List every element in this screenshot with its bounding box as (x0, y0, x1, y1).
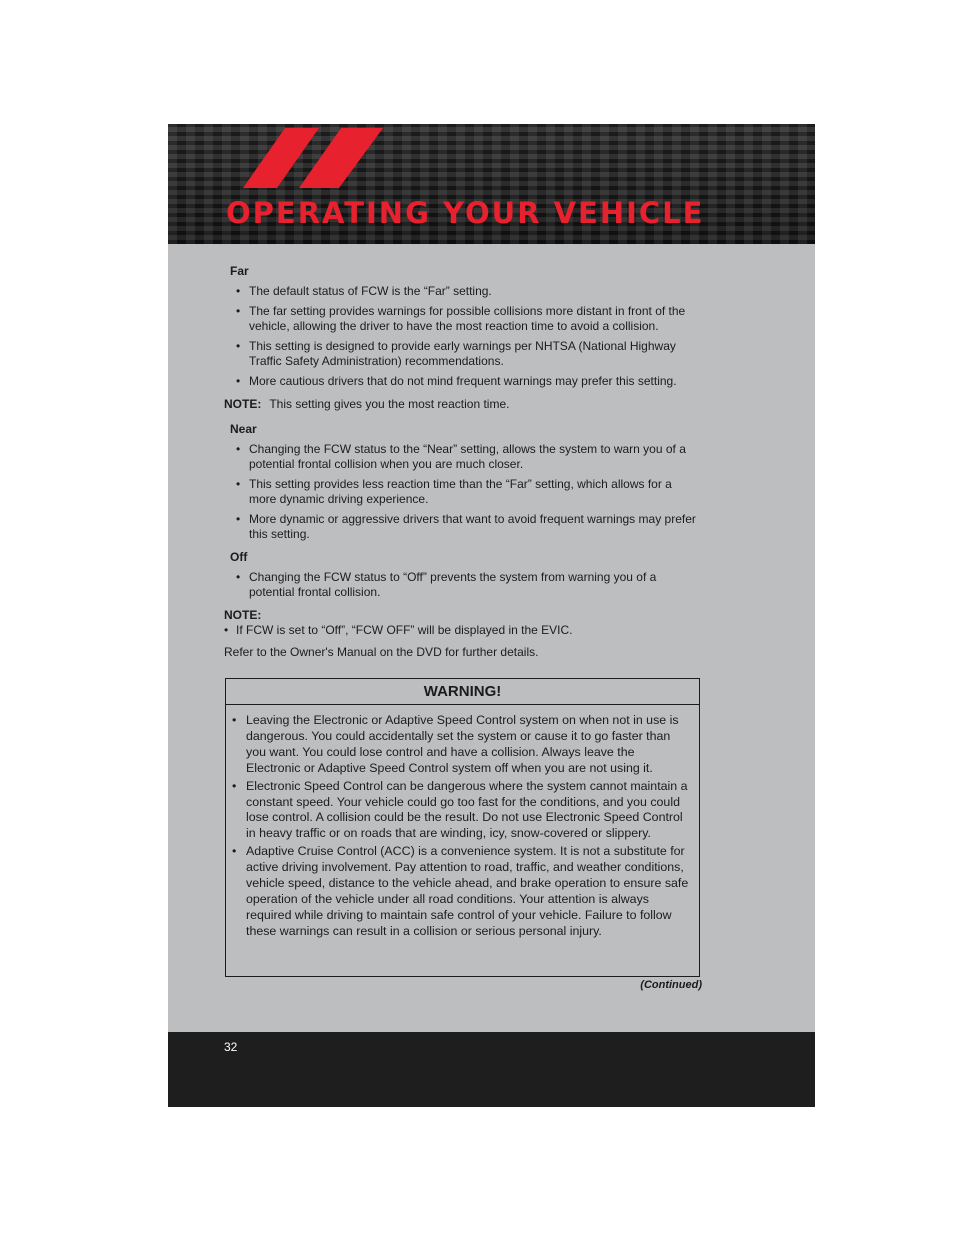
continued-label: (Continued) (640, 979, 702, 991)
off-heading: Off (230, 550, 248, 564)
page-header (168, 124, 815, 244)
far-note (224, 397, 702, 412)
note-label: NOTE: (224, 397, 262, 411)
near-heading: Near (230, 422, 257, 436)
dodge-stripes-logo (243, 128, 383, 190)
far-heading: Far (230, 264, 249, 278)
list-item: • More cautious drivers that do not mind frequent warnings may prefer this setting. (224, 374, 702, 389)
list-item: • The default status of FCW is the “Far” setting. (224, 284, 702, 299)
off-note-bullet: • If FCW is set to “Off”, “FCW OFF” will be displayed in the EVIC. (224, 623, 702, 638)
list-item: • The far setting provides warnings for possible collisions more distant in front of the vehicle, allowing the driver to have the most reaction time to avoid a collision. (224, 304, 702, 334)
page-footer (168, 1032, 815, 1107)
page-number: 32 (224, 1040, 238, 1054)
body-content (224, 264, 702, 660)
warning-item: • Adaptive Cruise Control (ACC) is a convenience system. It is not a substitute for active driving involvement. Pay attention to road, traffic, and weather conditions, vehicle speed, distance to the vehicle ahead, and brake operation to ensure safe operation of the vehicle under all road conditions. Your attention is always required while driving to maintain safe control of your vehicle. Failure to follow these warnings can result in a collision or serious personal injury. (232, 844, 691, 939)
manual-page (168, 124, 815, 1107)
warning-item: • Electronic Speed Control can be dangerous where the system cannot maintain a constant speed. Your vehicle could go too fast for the conditions, and you could lose control. A collision could be the result. Do not use Electronic Speed Control in heavy traffic or on roads that are winding, icy, snow-covered or slippery. (232, 779, 691, 843)
warning-title: WARNING! (226, 679, 699, 705)
off-bullet-list (224, 570, 702, 600)
warning-item: • Leaving the Electronic or Adaptive Speed Control system on when not in use is dangerous. You could accidentally set the system or cause it to go faster than you want. You could lose control and have a collision. Always leave the Electronic or Adaptive Speed Control system off when you are not using it. (232, 713, 691, 777)
warning-box (225, 678, 700, 977)
refer-text: Refer to the Owner's Manual on the DVD for further details. (224, 645, 539, 659)
note-text: This setting gives you the most reaction time. (269, 397, 510, 411)
section-title: OPERATING YOUR VEHICLE (226, 196, 705, 230)
list-item: • This setting is designed to provide early warnings per NHTSA (National Highway Traffic Safety Administration) recommendations. (224, 339, 702, 369)
off-note-label: NOTE: (224, 608, 262, 622)
list-item: • This setting provides less reaction time than the “Far” setting, which allows for a more dynamic driving experience. (224, 477, 702, 507)
list-item: • Changing the FCW status to “Off” prevents the system from warning you of a potential frontal collision. (224, 570, 702, 600)
far-bullet-list (224, 284, 702, 389)
near-bullet-list (224, 442, 702, 542)
warning-list (226, 705, 699, 940)
list-item: • More dynamic or aggressive drivers that want to avoid frequent warnings may prefer this setting. (224, 512, 702, 542)
list-item: • Changing the FCW status to the “Near” setting, allows the system to warn you of a potential frontal collision when you are much closer. (224, 442, 702, 472)
